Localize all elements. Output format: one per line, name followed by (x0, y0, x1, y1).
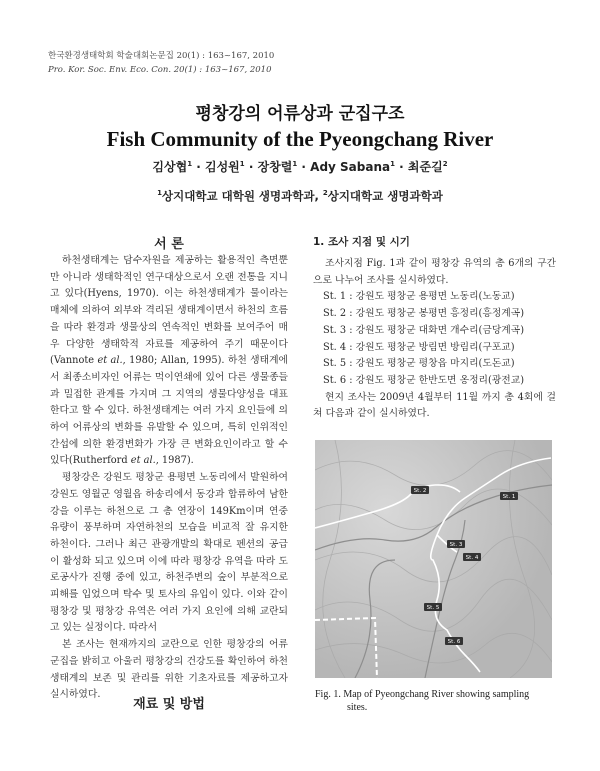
site-list (313, 289, 556, 389)
author-name: 장창렬 (257, 160, 293, 174)
site-marker-st2 (411, 486, 429, 494)
author-name: Ady Sabana (310, 160, 391, 174)
survey-sites-body (313, 256, 556, 423)
author-separator: · (297, 160, 311, 174)
affil-mark: 1 (157, 189, 163, 198)
introduction-body (50, 253, 288, 704)
site-marker-label: St. 4 (465, 555, 479, 561)
author-separator: · (394, 160, 408, 174)
author-affil-mark: 1 (239, 160, 245, 168)
introduction-heading: 서 론 (154, 237, 184, 252)
intro-paragraph: 본 조사는 현재까지의 교란으로 인한 평창강의 어류군집을 밝히고 아울러 평창강의 건강도를 확인하여 하천생태계의 보존 및 관리를 위한 기초자료를 제공하고자 실시하였다. (50, 639, 288, 701)
intro-text: 하천생태계는 담수자원을 제공하는 활용적인 측면뿐만 아니라 생태학적인 연구대상으로서 오랜 전통을 지니고 있다(Hyens, 1970). 이는 하천생태계가 물이라는 매체에 의하여 외부와 격리된 생태계이면서 하천의 흐름을 따라 환경과 생물상의 연속적인 변화를 보여주어 매우 다양한 생태학적 자료를 제공하여 주기 때문이다(Vannote (50, 255, 288, 367)
site-item: St. 4 : 강원도 평창군 방림면 방림리(구포교) (323, 341, 515, 353)
author-affil-mark: 1 (292, 160, 298, 168)
site-marker-st5 (424, 603, 442, 611)
survey-period-paragraph: 현지 조사는 2009년 4월부터 11월 까지 총 4회에 걸쳐 다음과 같이 실시하였다. (313, 391, 556, 420)
paper-title-english: Fish Community of the Pyeongchang River (106, 127, 494, 151)
intro-paragraph: 평창강은 강원도 평창군 용평면 노동리에서 발원하여 강원도 영월군 영월읍 하송리에서 동강과 합류하여 남한강을 이루는 하천으로 그 총 연장이 149Km이며 연중 유량이 풍부하며 자연하천의 모습을 비교적 잘 유지한 하천이다. 그러나 최근 관광개발의 확대로 펜션의 공급이 활성화 되고 있으며 이에 따라 평창강 유역을 따라 도로공사가 진행 중에 있고, 하천주변의 숲이 부분적으로 피해를 입었으며 탁수 및 토사의 유입이 있다. 이와 같이 평창강 및 평창강 유역은 여러 가지 요인에 의해 교란되고 있는 실정이다. 따라서 (50, 472, 288, 634)
map-graphic (315, 440, 552, 678)
site-marker-st6 (445, 637, 463, 645)
journal-header-english: Pro. Kor. Soc. Env. Eco. Con. 20(1) : 163~167, 2010 (48, 65, 272, 75)
intro-text: , 1980; Allan, 1995). 하천 생태계에서 최종소비자인 어류는 먹이연쇄에 있어 다른 생물종들과 밀접한 관계를 가지며 그 지역의 생물다양성을 대표한다고 할 수 있다. 하천생태계는 여러 가지 요인들에 의하여 어류상의 변화를 유발할 수 있으며, 특히 인위적인 간섭에 의한 환경변화가 가장 큰 변화요인이라고 할 수 있다(Rutherford (50, 355, 288, 467)
site-marker-st1 (500, 492, 518, 500)
intro-citation-italic: et al. (97, 355, 123, 367)
methods-heading: 재료 및 방법 (133, 697, 205, 712)
paper-title-korean: 평창강의 어류상과 군집구조 (195, 104, 405, 124)
survey-sites-heading: 1. 조사 지점 및 시기 (313, 236, 410, 248)
author-affil-mark: 1 (390, 160, 395, 168)
site-item: St. 1 : 강원도 평창군 용평면 노동리(노동교) (323, 291, 515, 303)
author-affil-mark: 1 (187, 160, 193, 168)
affiliation-line (0, 188, 600, 204)
author-separator: · (244, 160, 258, 174)
site-marker-label: St. 5 (426, 605, 440, 611)
map-terrain (315, 440, 552, 678)
author-list (0, 158, 600, 175)
intro-citation-italic: et al. (130, 455, 156, 467)
affiliation-2: 상지대학교 생명과학과 (327, 189, 443, 203)
figure-caption-line: Fig. 1. Map of Pyeongchang River showing sampling (315, 689, 530, 700)
intro-text: , 1987). (155, 455, 194, 467)
author-affil-mark: 2 (442, 160, 448, 168)
sampling-site-map (315, 440, 552, 678)
author-name: 최준길 (407, 160, 443, 174)
figure-caption (315, 688, 555, 714)
site-marker-label: St. 1 (502, 494, 516, 500)
intro-paragraph (50, 253, 288, 470)
affiliation-1: 상지대학교 대학원 생명과학과, (162, 189, 323, 203)
affil-mark: 2 (322, 189, 328, 198)
site-item: St. 3 : 강원도 평창군 대화면 개수리(금당계곡) (323, 324, 525, 336)
site-marker-st3 (447, 540, 465, 548)
figure-caption-line: sites. (347, 702, 368, 713)
site-marker-label: St. 3 (449, 542, 463, 548)
author-separator: · (192, 160, 205, 174)
site-marker-label: St. 2 (413, 488, 427, 494)
site-item: St. 5 : 강원도 평창군 평창읍 마지리(도돈교) (323, 358, 515, 370)
site-marker-label: St. 6 (447, 639, 461, 645)
site-item: St. 6 : 강원도 평창군 한반도면 옹정리(광전교) (323, 374, 525, 386)
site-item: St. 2 : 강원도 평창군 봉평면 흥정리(흥정계곡) (323, 308, 525, 320)
author-name: 김성원 (205, 160, 240, 174)
survey-intro-paragraph: 조사지점 Fig. 1과 같이 평창강 유역의 총 6개의 구간으로 나누어 조사를 실시하였다. (313, 258, 556, 286)
journal-header-korean: 한국환경생태학회 학술대회논문집 20(1) : 163~167, 2010 (48, 51, 275, 61)
author-name: 김상협 (152, 160, 188, 174)
site-marker-st4 (463, 553, 481, 561)
